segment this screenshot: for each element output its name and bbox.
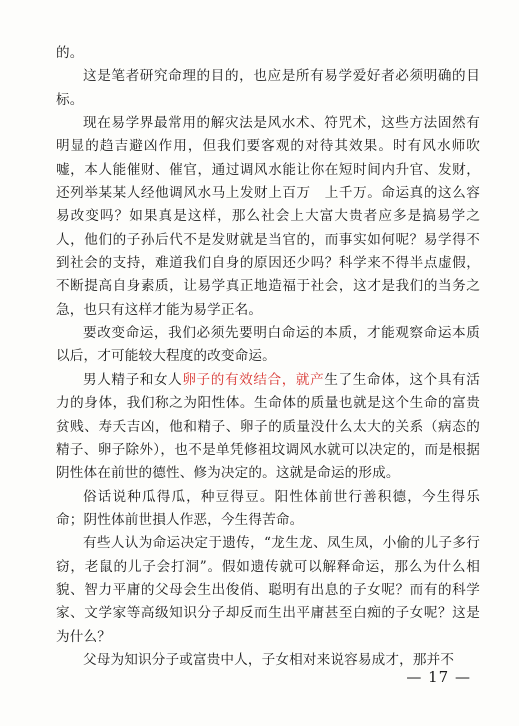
page-number: — 17 — (406, 668, 471, 686)
paragraph: 俗话说种瓜得瓜，种豆得豆。阳性体前世行善积德，今生得乐命；阴性体前世損人作恶，今生得苦命。 (56, 488, 480, 528)
paragraph (56, 369, 480, 486)
paragraph: 父母为知识分子或富贵中人，子女相对来说容易成才，那并不 (83, 651, 455, 668)
body-text (56, 42, 480, 672)
paragraph-text: 男人精子和女人 (83, 371, 183, 388)
paragraph: 的。 (56, 45, 84, 61)
paragraph-text: 生了生命体，这个具有活力的身体，我们称之为阳性体。生命体的质量也就是这个生命的富贵贫贱、寿夭吉凶，他和精子、卵子的质量没什么太大的关系（病态的精子、卵子除外），也不是单凭修祖坟调风水就可以决定的，而是根据阴性体在前世的德性、修为决定的。这就是命运的形成。 (56, 371, 480, 482)
paragraph: 有些人认为命运决定于遗传，“龙生龙、凤生凤，小偷的儿子多行窃，老鼠的儿子会打洞”。假如遗传就可以解释命运，那么为什么相貌、智力平庸的父母会生出俊俏、聪明有出息的子女呢？而有的科学家、文学家等高级知识分子却反而生出平庸甚至白痴的子女呢？这是为什么？ (56, 535, 480, 645)
watermark-overlay-text: 卵子的有效结合，就产 (182, 371, 325, 388)
paragraph: 要改变命运，我们必须先要明白命运的本质，才能观察命运本质以后，才可能较大程度的改变命运。 (56, 325, 480, 365)
paragraph: 这是笔者研究命理的目的，也应是所有易学爱好者必须明确的目标。 (56, 68, 480, 108)
paragraph: 现在易学界最常用的解灾法是风水术、符咒术，这些方法固然有明显的趋吉避凶作用，但我们要客观的对待其效果。时有风水师吹嘘，本人能催财、催官，通过调风水能让你在短时间内升官、发财，还列举某某人经他调风水马上发财上百万 上千万。命运真的这么容易改变吗？如果真是这样，那么社会上大富大贵者应多是搞易学之人，他们的子孙后代不是发财就是当官的，而事实如何呢？易学得不到社会的支持，难道我们自身的原因还少吗？科学来不得半点虚假，不断提高自身素质，让易学真正地造福于社会，这才是我们的当务之急，也只有这样才能为易学正名。 (56, 115, 480, 318)
